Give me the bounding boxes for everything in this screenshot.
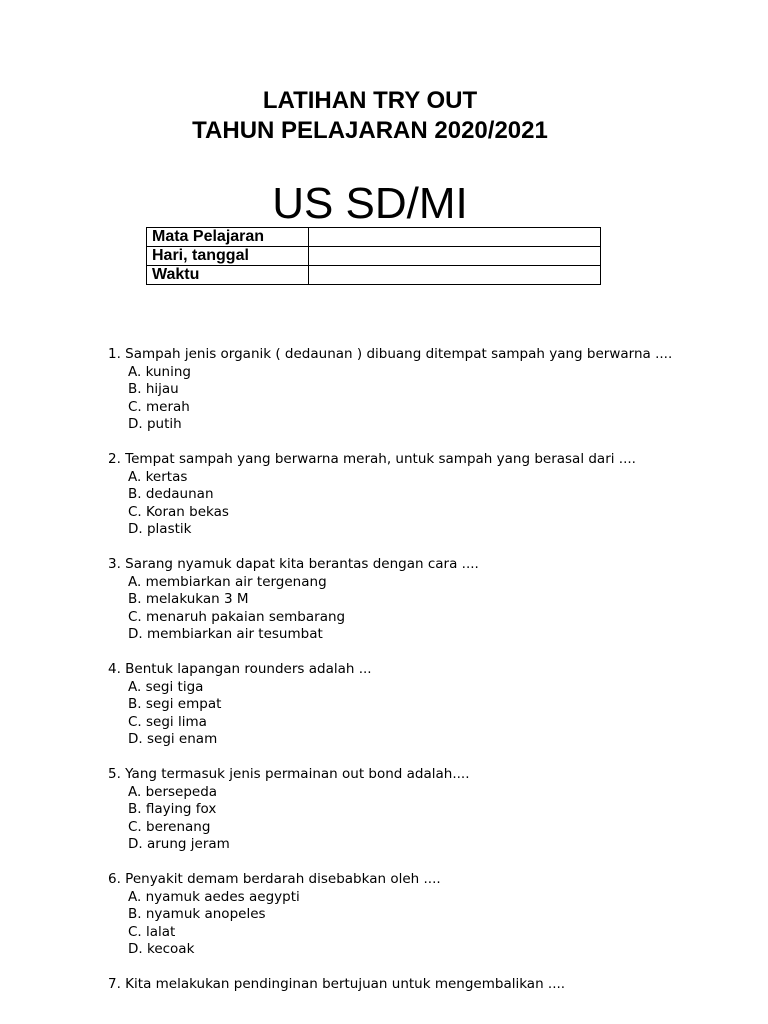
question (108, 556, 748, 644)
question-stem: 5. Yang termasuk jenis permainan out bond adalah.... (108, 766, 470, 782)
info-row (147, 247, 601, 266)
answer-option: A. nyamuk aedes aegypti (128, 888, 300, 905)
title-line-2: TAHUN PELAJARAN 2020/2021 (192, 117, 548, 144)
info-table (146, 227, 601, 285)
answer-option: D. putih (128, 416, 182, 432)
answer-option: C. merah (128, 398, 190, 415)
question-stem: 3. Sarang nyamuk dapat kita berantas dengan cara .... (108, 556, 479, 572)
answer-option: D. kecoak (128, 941, 195, 957)
answer-option: B. nyamuk anopeles (128, 906, 266, 922)
question (108, 976, 748, 994)
answer-option: B. hijau (128, 381, 179, 397)
question-list (108, 346, 748, 1011)
answer-option: A. membiarkan air tergenang (128, 573, 327, 590)
info-value (309, 228, 601, 247)
answer-option: D. segi enam (128, 731, 218, 747)
question (108, 661, 748, 749)
answer-option: D. plastik (128, 521, 192, 537)
question (108, 451, 748, 539)
answer-option: A. kertas (128, 468, 188, 485)
info-row (147, 266, 601, 285)
question-stem: 7. Kita melakukan pendinginan bertujuan untuk mengembalikan .... (108, 976, 566, 992)
answer-option: A. kuning (128, 363, 191, 380)
exam-title: US SD/MI (272, 179, 468, 228)
question (108, 346, 748, 434)
info-value (309, 247, 601, 266)
info-label: Waktu (147, 266, 309, 285)
info-row (147, 228, 601, 247)
question-stem: 4. Bentuk lapangan rounders adalah ... (108, 661, 372, 677)
info-label: Hari, tanggal (147, 247, 309, 266)
question (108, 871, 748, 959)
answer-option: C. berenang (128, 818, 211, 835)
answer-option: A. segi tiga (128, 678, 204, 695)
info-value (309, 266, 601, 285)
answer-option: B. segi empat (128, 696, 222, 712)
title-line-1: LATIHAN TRY OUT (262, 87, 478, 114)
question-stem: 1. Sampah jenis organik ( dedaunan ) dibuang ditempat sampah yang berwarna .... (108, 346, 673, 362)
answer-option: C. segi lima (128, 713, 207, 730)
question (108, 766, 748, 854)
answer-option: D. membiarkan air tesumbat (128, 626, 323, 642)
answer-option: D. arung jeram (128, 836, 230, 852)
answer-option: C. menaruh pakaian sembarang (128, 608, 346, 625)
answer-option: B. flaying fox (128, 801, 217, 817)
info-label: Mata Pelajaran (147, 228, 309, 247)
question-stem: 2. Tempat sampah yang berwarna merah, untuk sampah yang berasal dari .... (108, 451, 636, 467)
answer-option: C. lalat (128, 923, 176, 940)
answer-option: C. Koran bekas (128, 503, 229, 520)
answer-option: A. bersepeda (128, 783, 218, 800)
question-stem: 6. Penyakit demam berdarah disebabkan oleh .... (108, 871, 441, 887)
answer-option: B. dedaunan (128, 486, 214, 502)
answer-option: B. melakukan 3 M (128, 591, 249, 607)
